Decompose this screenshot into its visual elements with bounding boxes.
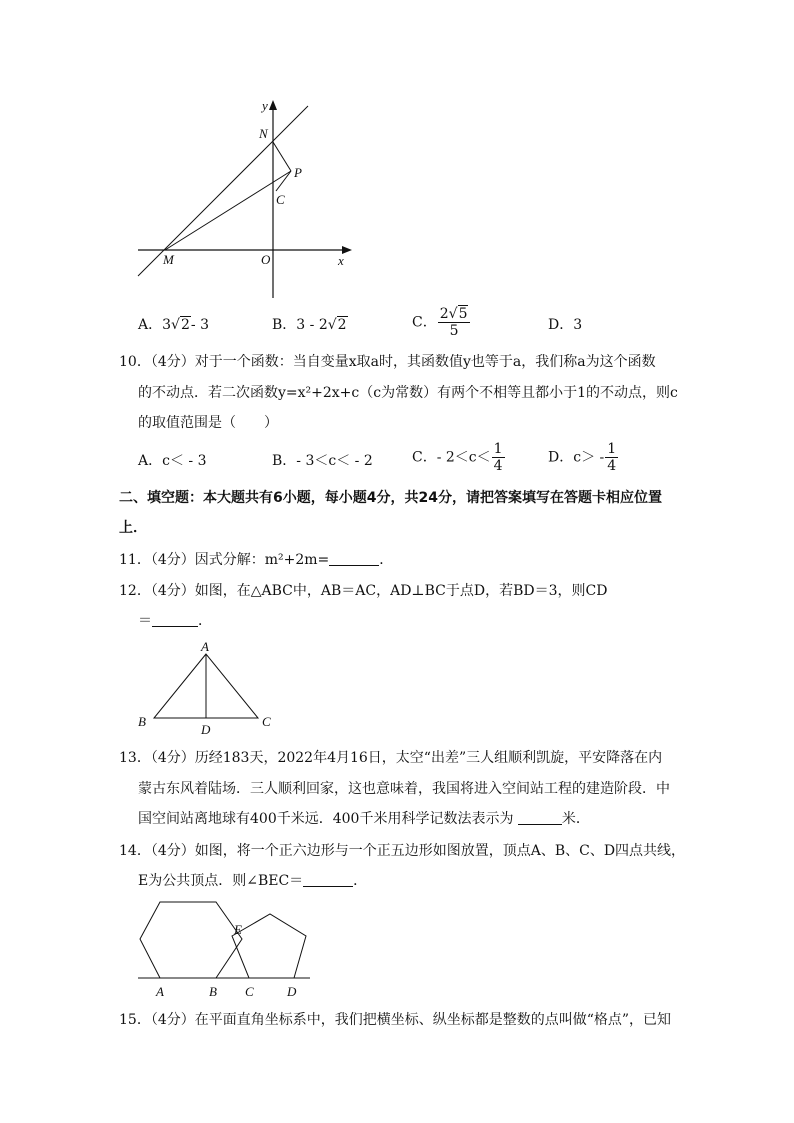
label-D: D (287, 984, 297, 999)
sqrt-sign: √ (327, 317, 337, 333)
fraction (438, 306, 471, 339)
frac-num: 1 (493, 441, 503, 457)
label-A: A (201, 639, 209, 654)
frac-den: 4 (607, 458, 617, 474)
q13-line1: 13．（4分）历经183天，2022年4月16日，太空“出差”三人组顺利凯旋，平安降落在内 (119, 750, 663, 766)
fraction (492, 441, 505, 474)
q10-line3: 的取值范围是（ ） (138, 415, 278, 431)
option-c-text: C．- 2＜c＜ (412, 449, 491, 466)
q9-figure (130, 96, 360, 306)
label-D: D (201, 722, 211, 737)
sqrt-sign: √ (448, 306, 458, 322)
label-A: A (156, 984, 164, 999)
q9-option-b[interactable] (272, 314, 348, 334)
q10-option-c[interactable] (412, 441, 506, 474)
label-C: C (276, 192, 285, 207)
sqrt-sign: √ (171, 317, 180, 333)
q10-option-a[interactable]: A．c＜ - 3 (138, 453, 207, 469)
frac-num-coef: 2 (439, 306, 449, 322)
q9-option-d[interactable] (548, 314, 582, 334)
frac-den: 4 (493, 458, 503, 474)
q10-line1: 10．（4分）对于一个函数：当自变量x取a时，其函数值y也等于a，我们称a为这个函数 (119, 354, 656, 370)
q14-figure (134, 896, 314, 1002)
option-a-coef: 3 (162, 317, 172, 333)
label-M: M (163, 252, 174, 267)
q12-figure (136, 638, 276, 738)
label-P: P (294, 165, 302, 180)
q14-end: ． (353, 873, 368, 889)
answer-blank[interactable] (303, 872, 353, 887)
q14-text: E为公共顶点．则∠BEC＝ (138, 873, 304, 889)
section2-line2: 上． (119, 520, 147, 536)
frac-num-radicand: 5 (458, 306, 468, 322)
option-c-label: C． (412, 314, 437, 331)
q12-end: ． (198, 613, 212, 629)
q13-text: 国空间站离地球有400千米远．400千米用科学记数法表示为 (138, 811, 514, 827)
q14-line1: 14．（4分）如图，将一个正六边形与一个正五边形如图放置，顶点A、B、C、D四点共线， (119, 843, 686, 859)
label-E: E (234, 922, 242, 937)
label-N: N (259, 126, 268, 141)
y-axis-arrow (269, 100, 277, 110)
option-a-rest: - 3 (190, 317, 209, 333)
q10-option-d[interactable] (548, 441, 619, 474)
frac-num: 1 (607, 441, 617, 457)
frac-den: 5 (449, 323, 459, 339)
option-a-radicand: 2 (180, 317, 190, 333)
q10-line2: 的不动点．若二次函数y=x²+2x+c（c为常数）有两个不相等且都小于1的不动点，则c (138, 385, 678, 401)
pentagon (232, 914, 306, 978)
label-C: C (262, 714, 271, 729)
option-d-label: D． (548, 317, 574, 333)
option-d-value: 3 (573, 317, 583, 333)
segment-NP (273, 142, 291, 171)
q11 (119, 550, 393, 570)
label-B: B (209, 984, 217, 999)
label-C: C (245, 984, 254, 999)
q12-eq: ＝ (138, 613, 152, 629)
answer-blank[interactable] (518, 810, 562, 825)
answer-blank[interactable] (329, 551, 379, 566)
q9-option-a[interactable] (138, 314, 209, 334)
q14-line2 (138, 871, 367, 891)
q13-end: 米． (561, 811, 590, 827)
section2-line1: 二、填空题：本大题共有6小题，每小题4分，共24分，请把答案填写在答题卡相应位置 (119, 490, 662, 506)
fraction (605, 441, 618, 474)
segment-MP (165, 171, 291, 250)
option-a-label: A． (138, 317, 163, 333)
q11-text: 11．（4分）因式分解：m²+2m= (119, 552, 330, 568)
option-b-pre: 3 - 2 (296, 317, 328, 333)
q12-line2 (138, 611, 212, 631)
q12-line1: 12．（4分）如图，在△ABC中，AB＝AC，AD⊥BC于点D，若BD＝3，则CD (119, 583, 608, 599)
q10-option-b[interactable]: B．- 3＜c＜ - 2 (272, 453, 373, 469)
option-b-label: B． (272, 317, 297, 333)
q13-line2: 蒙古东风着陆场．三人顺利回家，这也意味着，我国将进入空间站工程的建造阶段．中 (138, 781, 670, 797)
answer-blank[interactable] (152, 612, 198, 627)
option-d-text: D．c＞ - (548, 449, 605, 466)
label-O: O (261, 252, 271, 267)
label-x: x (338, 253, 344, 268)
q11-end: ． (379, 552, 394, 568)
segment-PC (276, 171, 291, 191)
label-B: B (138, 714, 146, 729)
option-b-radicand: 2 (337, 317, 347, 333)
hexagon (140, 902, 242, 978)
label-y: y (262, 98, 268, 113)
q15-line1: 15．（4分）在平面直角坐标系中，我们把横坐标、纵坐标都是整数的点叫做“格点”，已知 (119, 1012, 672, 1028)
q13-line3 (138, 809, 590, 829)
q9-option-c[interactable] (412, 306, 471, 339)
